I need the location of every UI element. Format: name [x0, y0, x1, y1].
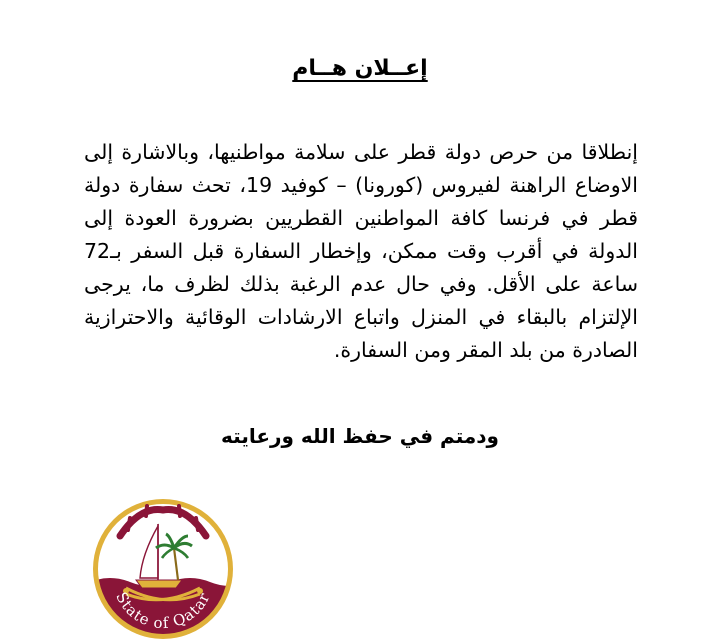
announcement-body: إنطلاقا من حرص دولة قطر على سلامة مواطنيها، وبالاشارة إلى الاوضاع الراهنة لفيروس (كورونا) – كوفيد 19، تحث سفارة دولة قطر في فرنسا كافة المواطنين القطريين بضرورة العودة إلى الدولة في أقرب وقت ممكن، وإخطار السفارة قبل السفر بـ72 ساعة على الأقل. وفي حال عدم الرغبة بذلك لظرف ما، يرجى الإلتزام بالبقاء في المنزل واتباع الارشادات الوقائية والاحترازية الصادرة من بلد المقر ومن السفارة. [84, 140, 638, 362]
svg-text:State of Qatar: State of Qatar [112, 589, 214, 633]
announcement-title: إعــلان هــام [292, 56, 428, 81]
state-of-qatar-emblem-icon [90, 496, 236, 642]
closing-line: ودمتم في حفظ الله ورعايته [221, 424, 499, 448]
